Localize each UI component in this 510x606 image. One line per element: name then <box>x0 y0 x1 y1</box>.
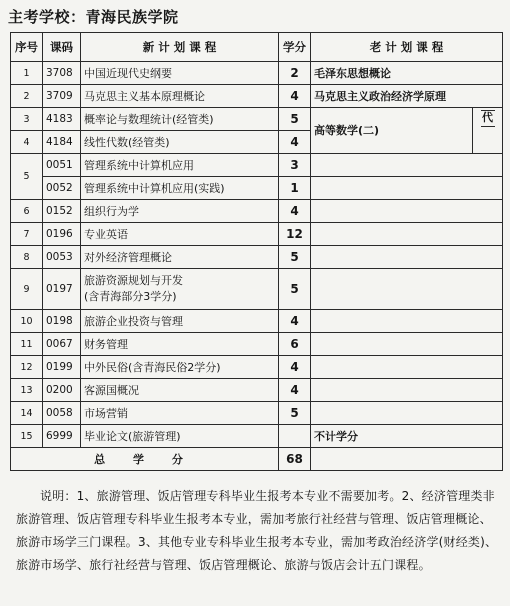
row-course-name: 中外民俗(含青海民俗2学分) <box>81 356 279 379</box>
course-name-line-2: (含青海部分3学分) <box>84 290 177 303</box>
row-old-course <box>311 177 503 200</box>
row-credit: 5 <box>279 269 311 310</box>
total-credits-value: 68 <box>279 448 311 471</box>
row-course-name: 专业英语 <box>81 223 279 246</box>
row-old-course: 不计学分 <box>311 425 503 448</box>
row-old-course <box>311 200 503 223</box>
row-code: 4183 <box>43 108 81 131</box>
row-old-course <box>311 356 503 379</box>
row-course-name: 管理系统中计算机应用(实践) <box>81 177 279 200</box>
total-credits-label: 总 学 分 <box>11 448 279 471</box>
row-course-name: 旅游企业投资与管理 <box>81 310 279 333</box>
row-index: 11 <box>11 333 43 356</box>
row-old-course <box>311 154 503 177</box>
row-credit: 4 <box>279 379 311 402</box>
table-row <box>11 333 503 356</box>
school-header: 主考学校：青海民族学院 <box>8 8 179 26</box>
row-course-name: 马克思主义基本原理概论 <box>81 85 279 108</box>
row-index: 15 <box>11 425 43 448</box>
row-course-name: 对外经济管理概论 <box>81 246 279 269</box>
row-code: 0051 <box>43 154 81 177</box>
table-row <box>11 310 503 333</box>
col-header-credits: 学分 <box>279 33 311 62</box>
notes-paragraph: 说明：1、旅游管理、饭店管理专科毕业生报考本专业不需要加考。2、经济管理类非旅游管理、饭店管理专科毕业生报考本专业，需加考旅行社经营与管理、饭店管理概论、旅游市场学三门课程。3、其他专业专科毕业生报考本专业，需加考政治经济学(财经类)、旅游市场学、旅行社经营与管理、饭店管理概论、旅游与饭店会计五门课程。 <box>16 489 498 572</box>
row-code: 0053 <box>43 246 81 269</box>
row-code: 0152 <box>43 200 81 223</box>
row-credit: 5 <box>279 402 311 425</box>
row-index: 5 <box>11 154 43 200</box>
row-credit: 4 <box>279 131 311 154</box>
table-row <box>11 154 503 177</box>
table-header-row <box>11 33 503 62</box>
row-code: 3709 <box>43 85 81 108</box>
table-row <box>11 246 503 269</box>
row-credit: 3 <box>279 154 311 177</box>
row-credit <box>279 425 311 448</box>
row-old-course: 马克思主义政治经济学原理 <box>311 85 503 108</box>
row-course-name: 客源国概况 <box>81 379 279 402</box>
col-header-old-plan: 老 计 划 课 程 <box>311 33 503 62</box>
row-index: 3 <box>11 108 43 131</box>
col-header-new-plan: 新 计 划 课 程 <box>81 33 279 62</box>
row-code: 0197 <box>43 269 81 310</box>
table-row <box>11 356 503 379</box>
row-code: 3708 <box>43 62 81 85</box>
row-old-course: 高等数学(二) <box>311 108 473 154</box>
substitute-mark <box>473 108 503 154</box>
row-index: 4 <box>11 131 43 154</box>
table-row <box>11 425 503 448</box>
row-old-course <box>311 223 503 246</box>
table-row <box>11 62 503 85</box>
row-index: 13 <box>11 379 43 402</box>
table-row <box>11 379 503 402</box>
dash-line-bottom <box>481 126 495 127</box>
row-index: 6 <box>11 200 43 223</box>
row-credit: 5 <box>279 108 311 131</box>
total-empty-cell <box>311 448 503 471</box>
row-course-name: 财务管理 <box>81 333 279 356</box>
row-course-name: 组织行为学 <box>81 200 279 223</box>
row-code: 0067 <box>43 333 81 356</box>
row-code: 0199 <box>43 356 81 379</box>
row-course-name: 中国近现代史纲要 <box>81 62 279 85</box>
row-index: 12 <box>11 356 43 379</box>
table-row <box>11 177 503 200</box>
row-course-name: 线性代数(经管类) <box>81 131 279 154</box>
table-row <box>11 85 503 108</box>
row-code: 0198 <box>43 310 81 333</box>
col-header-code: 课码 <box>43 33 81 62</box>
row-credit: 4 <box>279 310 311 333</box>
row-credit: 6 <box>279 333 311 356</box>
row-old-course <box>311 310 503 333</box>
row-code: 0052 <box>43 177 81 200</box>
table-row <box>11 223 503 246</box>
row-credit: 2 <box>279 62 311 85</box>
row-credit: 4 <box>279 85 311 108</box>
row-old-course <box>311 333 503 356</box>
row-credit: 1 <box>279 177 311 200</box>
row-index: 14 <box>11 402 43 425</box>
row-old-course <box>311 402 503 425</box>
row-index: 8 <box>11 246 43 269</box>
row-course-name: 管理系统中计算机应用 <box>81 154 279 177</box>
row-credit: 5 <box>279 246 311 269</box>
row-credit: 4 <box>279 356 311 379</box>
row-code: 0196 <box>43 223 81 246</box>
table-row <box>11 269 503 310</box>
row-old-course: 毛泽东思想概论 <box>311 62 503 85</box>
row-code: 4184 <box>43 131 81 154</box>
course-plan-table <box>10 32 503 471</box>
row-credit: 12 <box>279 223 311 246</box>
row-course-name: 毕业论文(旅游管理) <box>81 425 279 448</box>
row-code: 6999 <box>43 425 81 448</box>
table-row <box>11 108 503 131</box>
row-index: 9 <box>11 269 43 310</box>
course-name-line-1: 旅游资源规划与开发 <box>84 274 183 287</box>
row-index: 7 <box>11 223 43 246</box>
col-header-index: 序号 <box>11 33 43 62</box>
row-code: 0058 <box>43 402 81 425</box>
row-index: 1 <box>11 62 43 85</box>
substitute-label: 代 <box>482 111 493 124</box>
table-row <box>11 200 503 223</box>
row-old-course <box>311 246 503 269</box>
row-credit: 4 <box>279 200 311 223</box>
row-course-name: 市场营销 <box>81 402 279 425</box>
total-row <box>11 448 503 471</box>
row-code: 0200 <box>43 379 81 402</box>
row-course-name <box>81 269 279 310</box>
row-old-course <box>311 379 503 402</box>
row-course-name: 概率论与数理统计(经管类) <box>81 108 279 131</box>
table-row <box>11 402 503 425</box>
row-index: 10 <box>11 310 43 333</box>
row-old-course <box>311 269 503 310</box>
row-index: 2 <box>11 85 43 108</box>
